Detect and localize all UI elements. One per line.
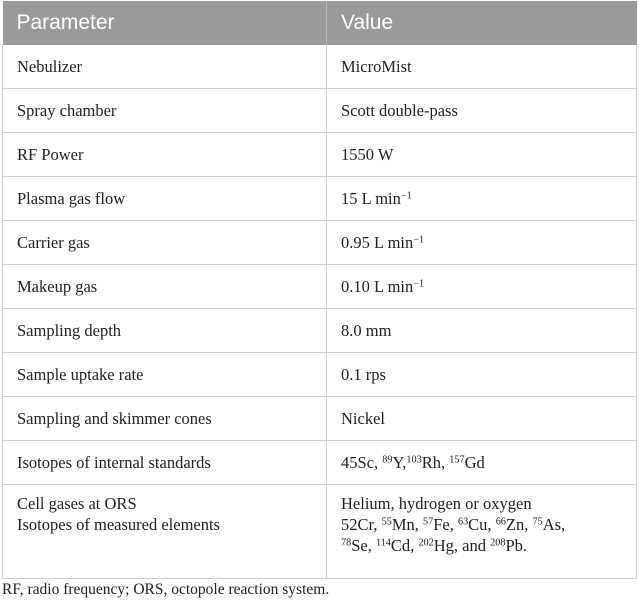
value-text: Rh, xyxy=(421,452,450,472)
isotope-mass: 202 xyxy=(418,537,434,549)
value-cell xyxy=(327,441,637,485)
param-cell: Isotopes of internal standards xyxy=(3,441,327,485)
isotope-mass: 103 xyxy=(406,453,422,465)
param-cell: Sampling depth xyxy=(3,309,327,353)
table-row xyxy=(3,89,637,133)
table-row xyxy=(3,45,637,89)
parameter-table xyxy=(2,1,637,579)
value-superscript: −1 xyxy=(413,233,425,245)
param-cell: Carrier gas xyxy=(3,221,327,265)
value-cell: 0.1 rps xyxy=(327,353,637,397)
table-row xyxy=(3,177,637,221)
table-row xyxy=(3,353,637,397)
value-text: Y, xyxy=(392,452,407,472)
value-text: Pb. xyxy=(505,536,528,555)
value-text: Fe, xyxy=(433,515,458,534)
table-row xyxy=(3,221,637,265)
value-line: Helium, hydrogen or oxygen xyxy=(341,494,532,513)
value-text: Mn, xyxy=(391,515,423,534)
value-text: Cd, xyxy=(390,536,419,555)
value-text: 15 L min xyxy=(341,188,401,208)
value-text: 45Sc, xyxy=(341,452,383,472)
value-text: Hg, and xyxy=(433,536,491,555)
isotope-mass: 75 xyxy=(532,516,543,528)
param-cell: RF Power xyxy=(3,133,327,177)
value-cell xyxy=(327,221,637,265)
param-cell: Plasma gas flow xyxy=(3,177,327,221)
table-footnote: RF, radio frequency; ORS, octopole reaction system. xyxy=(2,581,330,598)
param-line: Cell gases at ORS xyxy=(17,494,137,513)
table-row xyxy=(3,485,637,579)
param-cell: Spray chamber xyxy=(3,89,327,133)
table-row xyxy=(3,441,637,485)
value-text: 0.95 L min xyxy=(341,232,414,252)
value-cell: Nickel xyxy=(327,397,637,441)
value-text: As, xyxy=(542,515,566,534)
isotope-mass: 66 xyxy=(495,516,506,528)
header-parameter: Parameter xyxy=(3,1,327,45)
param-line: Isotopes of measured elements xyxy=(17,515,220,534)
isotope-mass: 114 xyxy=(375,537,391,549)
isotope-mass: 55 xyxy=(381,516,392,528)
isotope-mass: 157 xyxy=(449,453,465,465)
value-text: 52Cr, xyxy=(341,515,382,534)
value-cell: MicroMist xyxy=(327,45,637,89)
param-cell xyxy=(3,485,327,579)
value-text: 0.10 L min xyxy=(341,276,414,296)
value-line xyxy=(341,514,636,535)
value-line xyxy=(341,535,636,556)
isotope-mass: 57 xyxy=(422,516,434,528)
isotope-mass: 78 xyxy=(341,537,352,549)
param-cell: Nebulizer xyxy=(3,45,327,89)
param-cell: Sampling and skimmer cones xyxy=(3,397,327,441)
table-row xyxy=(3,133,637,177)
value-cell xyxy=(327,485,637,579)
value-superscript: −1 xyxy=(400,189,412,201)
table-row xyxy=(3,265,637,309)
value-text: Se, xyxy=(351,536,376,555)
isotope-mass: 63 xyxy=(457,516,469,528)
value-cell xyxy=(327,265,637,309)
value-text: Zn, xyxy=(505,515,533,534)
value-cell: 8.0 mm xyxy=(327,309,637,353)
param-cell: Makeup gas xyxy=(3,265,327,309)
value-text: Cu, xyxy=(468,515,496,534)
table-row xyxy=(3,397,637,441)
value-superscript: −1 xyxy=(413,277,425,289)
param-cell: Sample uptake rate xyxy=(3,353,327,397)
isotope-mass: 89 xyxy=(382,453,393,465)
header-value: Value xyxy=(327,1,637,45)
value-cell: Scott double-pass xyxy=(327,89,637,133)
isotope-mass: 208 xyxy=(490,537,506,549)
value-cell: 1550 W xyxy=(327,133,637,177)
table-header-row xyxy=(3,1,637,45)
value-text: Gd xyxy=(464,452,485,472)
table-row xyxy=(3,309,637,353)
value-cell xyxy=(327,177,637,221)
